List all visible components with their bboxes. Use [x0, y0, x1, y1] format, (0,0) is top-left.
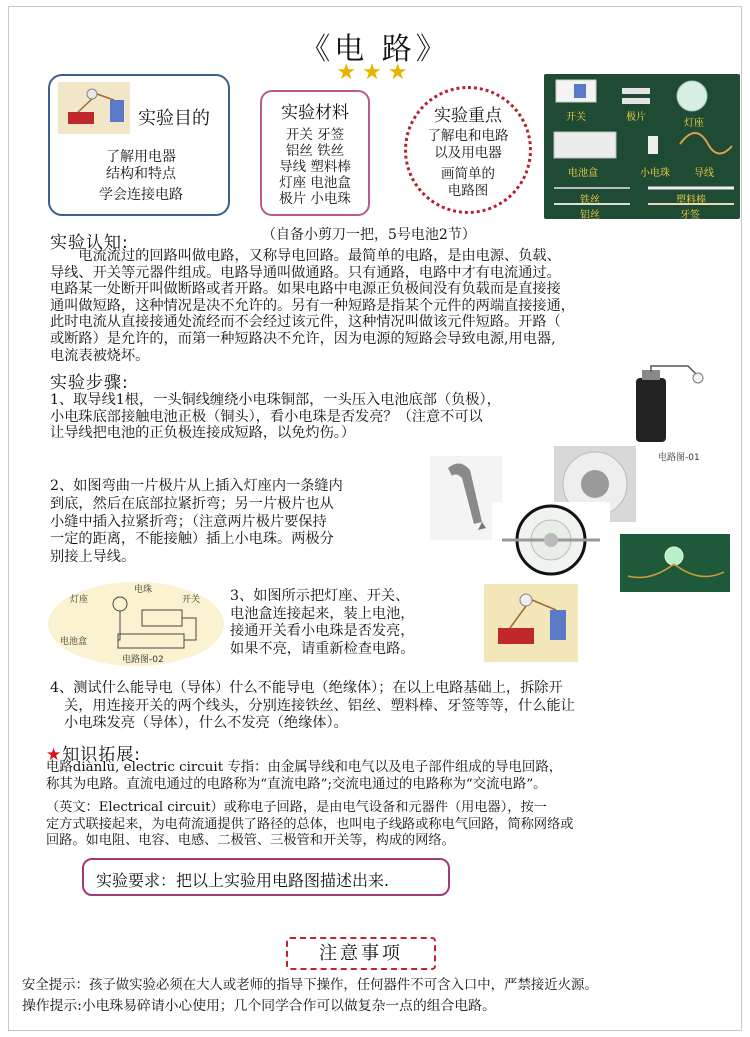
- text-line: 或断路）是允许的，而第一种短路决不允许，因为电源的短路会导致电源,用电器,: [50, 330, 556, 347]
- page-title: 《电 路》: [300, 32, 450, 67]
- text-line: 别接上导线。: [50, 549, 136, 566]
- label-lamp-holder: 灯座: [684, 118, 704, 129]
- text-line: 1、取导线1根，一头铜线缠绕小电珠铜部，一头压入电池底部（负极），: [50, 392, 501, 408]
- knowledge-heading: 知识拓展:: [62, 745, 141, 765]
- step-1: [50, 392, 630, 442]
- knowledge-para-2: [46, 800, 742, 850]
- knowledge-para-1: [46, 760, 742, 793]
- materials-box: [260, 90, 370, 216]
- text-line: 回路。如电阻、电容、电感、二极管、三极管和开关等，构成的网络。: [46, 833, 455, 849]
- components-photo: [544, 74, 740, 219]
- text-line: 如果不亮，请重新检查电路。: [230, 640, 415, 657]
- circuit-board-image: [58, 82, 130, 134]
- notice-heading: 注意事项: [319, 943, 403, 964]
- materials-row: 极片 小电珠: [279, 191, 351, 207]
- label-aluminum-wire: 铝丝: [580, 210, 600, 219]
- diagram-label-switch: 开关: [182, 595, 201, 605]
- text-line: 小电珠底部接触电池正极（铜头），看小电珠是否发亮？（注意不可以: [50, 408, 483, 425]
- text-line: 电路diànlù, electric circuit 专指：由金属导线和电气以及电子部件组成的导电回路，: [46, 760, 563, 775]
- focus-heading: 实验重点: [434, 106, 502, 126]
- purpose-line: 结构和特点: [106, 166, 176, 182]
- text-line: （英文：Electrical circuit）或称电子回路，是由电气设备和元器件（用电器），按一: [46, 800, 547, 815]
- step-4: [50, 680, 740, 733]
- text-line: 电流流过的回路叫做电路，又称导电回路。最简单的电路，是由电源、负载、: [50, 248, 561, 264]
- circuit-assembly-photo: [484, 584, 578, 662]
- text-line: 小缝中插入拉紧折弯；（注意两片极片要保持: [50, 513, 327, 530]
- purpose-line: 学会连接电路: [99, 187, 183, 203]
- text-line: 导线、开关等元器件组成。电路导通叫做通路。只有通路，电路中才有电流通过。: [50, 264, 561, 281]
- purpose-box: [48, 74, 230, 216]
- text-line: 关，用连接开关的两个线头，分别连接铁丝、铝丝、塑料棒、牙签等等，什么能让: [64, 697, 575, 714]
- label-plastic-rod: 塑料棒: [676, 195, 706, 206]
- label-bulb: 小电珠: [640, 168, 670, 179]
- purpose-heading: 实验目的: [138, 108, 210, 129]
- cognition-heading: 实验认知:: [50, 233, 129, 253]
- materials-row: 铝丝 铁丝: [285, 143, 345, 159]
- focus-line: 电路图: [447, 183, 489, 199]
- label-pole-piece: 极片: [626, 112, 646, 123]
- tools-note: （自备小剪刀一把，5号电池2节）: [262, 227, 476, 243]
- figure-1-caption: 电路图-01: [658, 453, 700, 463]
- purpose-line: 了解用电器: [106, 149, 176, 165]
- battery-bulb-photo: [632, 364, 712, 448]
- text-line: 4、测试什么能导电（导体）什么不能导电（绝缘体）；在以上电路基础上，拆除开: [50, 680, 563, 696]
- label-switch: 开关: [566, 112, 586, 123]
- requirement-box: [82, 858, 450, 896]
- text-line: 电路某一处断开叫做断路或者开路。如果电路中电源正负极间没有负载而是直接接: [50, 281, 561, 298]
- text-line: 3、如图所示把灯座、开关、: [230, 588, 410, 604]
- diagram-label-lamp: 灯座: [70, 595, 89, 605]
- text-line: 2、如图弯曲一片极片从上插入灯座内一条缝内: [50, 478, 343, 494]
- step-2: [50, 478, 450, 567]
- label-iron-wire: 铁丝: [580, 195, 600, 206]
- assembled-lamp-photo: [620, 534, 730, 592]
- components-illustration: [544, 74, 740, 219]
- materials-heading: 实验材料: [281, 103, 349, 123]
- text-line: 到底，然后在底部拉紧折弯；另一片极片也从: [50, 495, 334, 512]
- step-3: [230, 588, 480, 658]
- text-line: 称其为电路。直流电通过的电路称为“直流电路”;交流电通过的电路称为“交流电路”。: [46, 776, 547, 792]
- materials-row: 开关 牙签: [285, 127, 345, 143]
- focus-line: 画简单的: [441, 166, 495, 182]
- cognition-text: [50, 248, 740, 364]
- steps-heading: 实验步骤:: [50, 373, 129, 393]
- text-line: 通叫做短路，这种情况是决不允许的。另有一种短路是指某个元件的两端直接接通，: [50, 297, 575, 314]
- diagram-caption: 电路图-02: [122, 655, 164, 665]
- materials-row: 导线 塑料棒: [279, 159, 351, 175]
- label-wire: 导线: [694, 168, 714, 179]
- requirement-text: 实验要求：把以上实验用电路图描述出来.: [96, 871, 390, 890]
- text-line: 接通开关看小电珠是否发亮，: [230, 623, 415, 640]
- label-battery-box: 电池盒: [568, 168, 598, 179]
- diagram-label-bulb: 电珠: [134, 585, 153, 595]
- diagram-label-battery: 电池盒: [60, 637, 88, 647]
- notice-box: [286, 937, 436, 970]
- star-icon: ★: [46, 745, 63, 765]
- text-line: 定方式联接起来，为电荷流通提供了路径的总体，也叫电子线路或称电气回路，简称网络或: [46, 816, 574, 832]
- focus-line: 以及用电器: [434, 145, 502, 161]
- lamp-holder-bottom-photo: [492, 502, 610, 578]
- focus-circle: [404, 86, 532, 214]
- text-line: 此时电流从直接接通处流经而不会经过该元件，这种情况叫做该元件短路。开路（: [50, 314, 561, 331]
- text-line: 电流表被烧坏。: [50, 347, 150, 364]
- materials-row: 灯座 电池盒: [279, 175, 351, 191]
- focus-line: 了解电和电路: [427, 128, 509, 144]
- safety-tip: 安全提示：孩子做实验必须在大人或老师的指导下操作，任何器件不可含入口中，严禁接近火源。: [22, 978, 598, 993]
- difficulty-stars: ★★★: [336, 60, 414, 85]
- label-toothpick: 牙签: [680, 210, 700, 219]
- operation-tip: 操作提示:小电珠易碎请小心使用；几个同学合作可以做复杂一点的组合电路。: [22, 998, 496, 1014]
- text-line: 电池盒连接起来，装上电池，: [230, 605, 415, 622]
- text-line: 小电珠发亮（导体），什么不发亮（绝缘体）。: [64, 715, 348, 732]
- text-line: 让导线把电池的正负极连接成短路，以免灼伤。）: [50, 425, 356, 442]
- circuit-diagram-02: [48, 582, 224, 666]
- text-line: 一定的距离，不能接触）插上小电珠。两极分: [50, 531, 334, 548]
